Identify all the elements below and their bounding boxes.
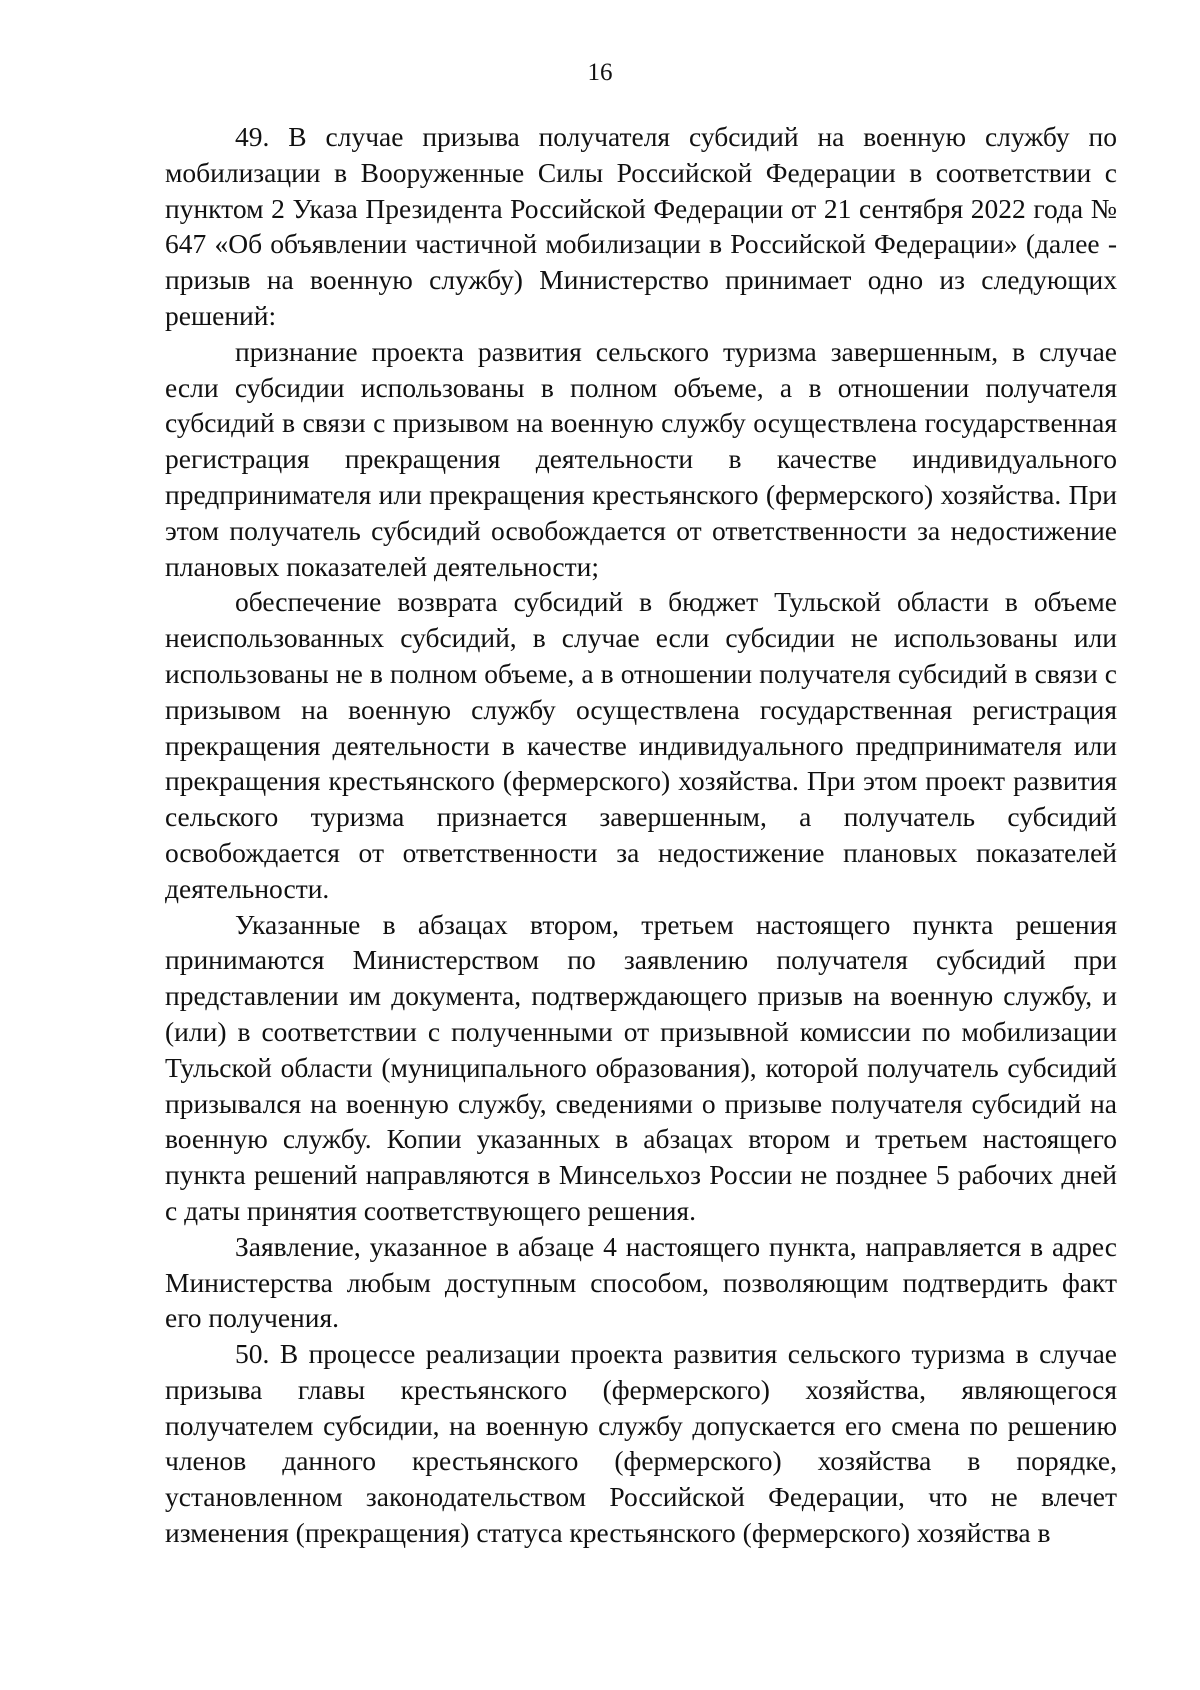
paragraph-49-option-completion: признание проекта развития сельского туризма завершенным, в случае если субсидии использованы в полном объеме, а в отношении получателя субсидий в связи с призывом на военную службу осуществлена государственная регистрация прекращения деятельности в качестве индивидуального предпринимателя или прекращения крестьянского (фермерского) хозяйства. При этом получатель субсидий освобождается от ответственности за недостижение плановых показателей деятельности;: [165, 335, 1117, 582]
paragraph-49-decision-procedure: Указанные в абзацах втором, третьем настоящего пункта решения принимаются Министерством по заявлению получателя субсидий при представлении им документа, подтверждающего призыв на военную службу, и (или) в соответствии с полученными от призывной комиссии по мобилизации Тульской области (муниципального образования), которой получатель субсидий призывался на военную службу, сведениями о призыве получателя субсидий на военную службу. Копии указанных в абзацах втором и третьем настоящего пункта решений направляются в Минсельхоз России не позднее 5 рабочих дней с даты принятия соответствующего решения.: [165, 908, 1117, 1226]
page-number: 16: [587, 59, 613, 86]
document-body: [165, 119, 1117, 1551]
paragraph-49-application: Заявление, указанное в абзаце 4 настоящего пункта, направляется в адрес Министерства любым доступным способом, позволяющим подтвердить факт его получения.: [165, 1230, 1117, 1334]
paragraph-49: 49. В случае призыва получателя субсидий на военную службу по мобилизации в Вооруженные Силы Российской Федерации в соответствии с пунктом 2 Указа Президента Российской Федерации от 21 сентября 2022 года № 647 «Об объявлении частичной мобилизации в Российской Федерации» (далее - призыв на военную службу) Министерство принимает одно из следующих решений:: [165, 121, 1117, 331]
paragraph-49-option-refund: обеспечение возврата субсидий в бюджет Тульской области в объеме неиспользованных субсидий, в случае если субсидии не использованы или использованы не в полном объеме, а в отношении получателя субсидий в связи с призывом на военную службу осуществлена государственная регистрация прекращения деятельности в качестве индивидуального предпринимателя или прекращения крестьянского (фермерского) хозяйства. При этом проект развития сельского туризма признается завершенным, а получатель субсидий освобождается от ответственности за недостижение плановых показателей деятельности.: [165, 586, 1117, 904]
paragraph-50: 50. В процессе реализации проекта развития сельского туризма в случае призыва главы крестьянского (фермерского) хозяйства, являющегося получателем субсидии, на военную службу допускается его смена по решению членов данного крестьянского (фермерского) хозяйства в порядке, установленном законодательством Российской Федерации, что не влечет изменения (прекращения) статуса крестьянского (фермерского) хозяйства в: [165, 1338, 1117, 1549]
